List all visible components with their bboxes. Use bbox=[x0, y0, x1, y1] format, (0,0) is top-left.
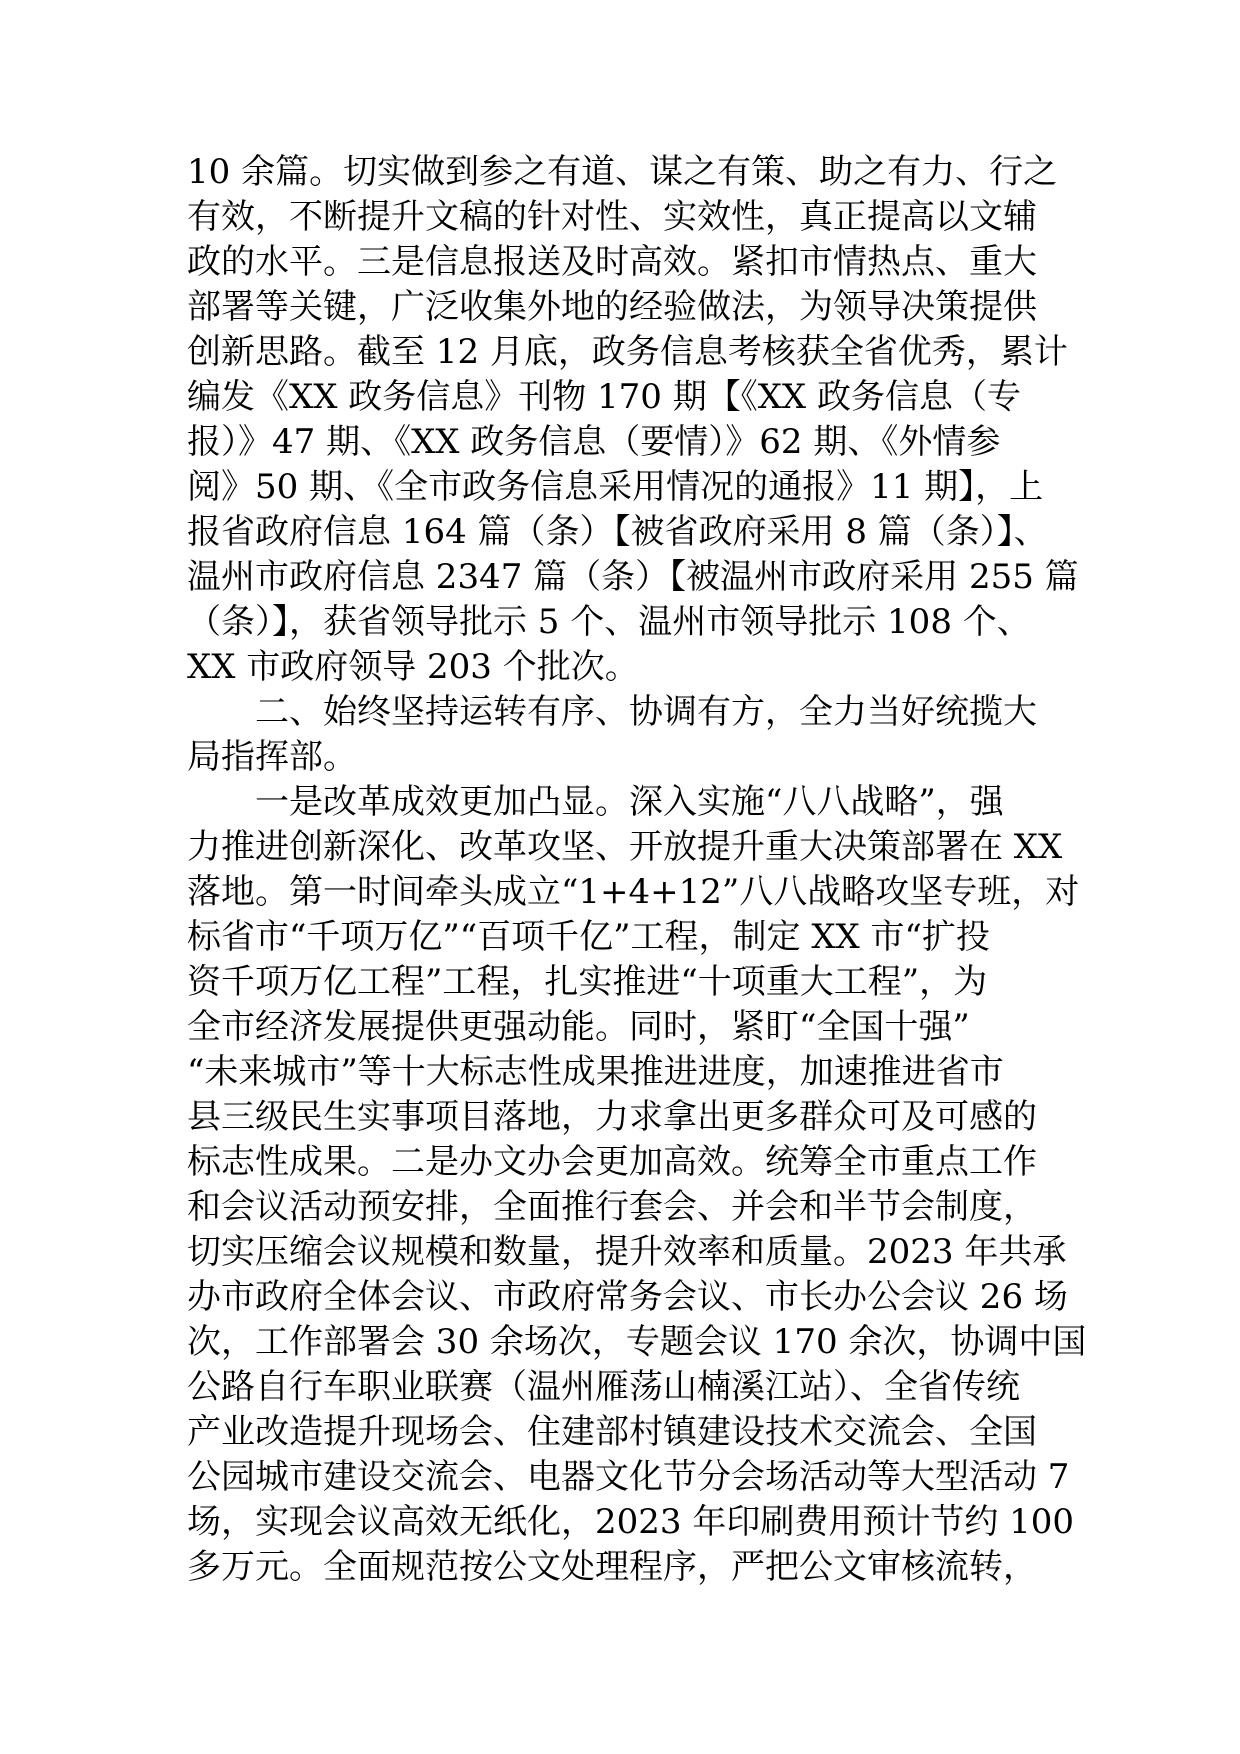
text-line: 报）》47 期、《XX 政务信息（要情）》62 期、《外情参 bbox=[187, 422, 1001, 462]
text-line: 和会议活动预安排，全面推行套会、并会和半节会制度， bbox=[187, 1187, 1037, 1227]
text-line: 标志性成果。二是办文办会更加高效。统筹全市重点工作 bbox=[187, 1142, 1037, 1182]
document-page bbox=[187, 150, 1087, 1590]
text-line: XX 市政府领导 203 个批次。 bbox=[187, 647, 639, 687]
text-line: 阅》50 期、《全市政务信息采用情况的通报》11 期】，上 bbox=[187, 467, 1044, 507]
text-line: 部署等关键，广泛收集外地的经验做法，为领导决策提供 bbox=[187, 287, 1037, 327]
text-line: 资千项万亿工程”工程，扎实推进“十项重大工程”，为 bbox=[187, 962, 988, 1002]
text-line: 局指挥部。 bbox=[187, 737, 357, 777]
text-line: 县三级民生实事项目落地，力求拿出更多群众可及可感的 bbox=[187, 1097, 1037, 1137]
text-line: 落地。第一时间牵头成立“1+4+12”八八战略攻坚专班，对 bbox=[187, 872, 1080, 912]
paragraph-reform-results bbox=[187, 780, 1087, 1590]
text-line: 公园城市建设交流会、电器文化节分会场活动等大型活动 7 bbox=[187, 1457, 1070, 1497]
text-line: 切实压缩会议规模和数量，提升效率和质量。2023 年共承 bbox=[187, 1232, 1067, 1272]
text-line: 力推进创新深化、改革攻坚、开放提升重大决策部署在 XX bbox=[187, 827, 1063, 867]
text-line: 场，实现会议高效无纸化，2023 年印刷费用预计节约 100 bbox=[187, 1502, 1075, 1542]
text-line: 温州市政府信息 2347 篇（条）【被温州市政府采用 255 篇 bbox=[187, 557, 1079, 597]
text-line: 政的水平。三是信息报送及时高效。紧扣市情热点、重大 bbox=[187, 242, 1037, 282]
text-line: 公路自行车职业联赛（温州雁荡山楠溪江站）、全省传统 bbox=[187, 1367, 1020, 1407]
text-line: 10 余篇。切实做到参之有道、谋之有策、助之有力、行之 bbox=[187, 152, 1058, 192]
text-line: 产业改造提升现场会、住建部村镇建设技术交流会、全国 bbox=[187, 1412, 1037, 1452]
text-line: 有效，不断提升文稿的针对性、实效性，真正提高以文辅 bbox=[187, 197, 1037, 237]
text-line: 编发《XX 政务信息》刊物 170 期【《XX 政务信息（专 bbox=[187, 377, 1021, 417]
text-line: 次，工作部署会 30 余场次，专题会议 170 余次，协调中国 bbox=[187, 1322, 1087, 1362]
text-line: 多万元。全面规范按公文处理程序，严把公文审核流转， bbox=[187, 1547, 1037, 1587]
text-line: 全市经济发展提供更强动能。同时，紧盯“全国十强” bbox=[187, 1007, 970, 1047]
section-heading-coordination bbox=[187, 690, 1057, 780]
text-line: “未来城市”等十大标志性成果推进进度，加速推进省市 bbox=[187, 1052, 1004, 1092]
text-line: 办市政府全体会议、市政府常务会议、市长办公会议 26 场 bbox=[187, 1277, 1068, 1317]
text-line: 创新思路。截至 12 月底，政务信息考核获全省优秀，累计 bbox=[187, 332, 1068, 372]
text-line: （条）】，获省领导批示 5 个、温州市领导批示 108 个、 bbox=[187, 602, 1031, 642]
paragraph-info-reporting bbox=[187, 150, 1079, 690]
text-line: 报省政府信息 164 篇（条）【被省政府采用 8 篇（条）】、 bbox=[187, 512, 1048, 552]
text-line: 一是改革成效更加凸显。深入实施“八八战略”，强 bbox=[255, 782, 1004, 822]
text-line: 二、始终坚持运转有序、协调有方，全力当好统揽大 bbox=[255, 692, 1037, 732]
text-line: 标省市“千项万亿”“百项千亿”工程，制定 XX 市“扩投 bbox=[187, 917, 990, 957]
